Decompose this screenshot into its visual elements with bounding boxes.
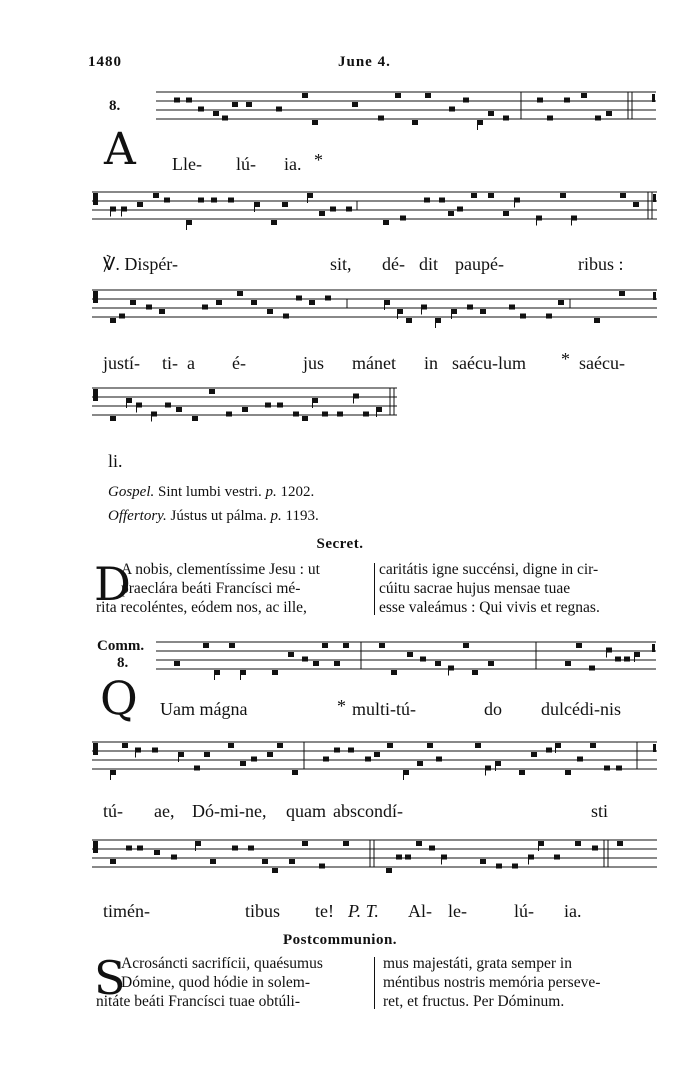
neume: [164, 198, 170, 203]
neume: [119, 314, 125, 319]
clef-mark: [93, 291, 98, 303]
neume: [228, 743, 234, 748]
secret-line: A nobis, clementíssime Jesu : ut: [121, 561, 320, 578]
neume: [174, 98, 180, 103]
neume: [198, 198, 204, 203]
staff-drawing: [92, 386, 657, 426]
lyric-syllable: Uam mágna: [160, 699, 248, 719]
neume: [210, 859, 216, 864]
neume: [198, 107, 204, 112]
neume: [203, 643, 209, 648]
neume: [471, 193, 477, 198]
secret-line: cúitu sacrae hujus mensae tuae: [379, 580, 571, 597]
neume: [374, 752, 380, 757]
neume: [211, 198, 217, 203]
neume: [420, 657, 426, 662]
chant-staff: [92, 386, 657, 422]
lyric-syllable: *: [561, 349, 570, 369]
neume: [302, 93, 308, 98]
lyric-syllable: *: [314, 150, 323, 170]
neume: [405, 855, 411, 860]
neume: [110, 416, 116, 421]
lyric-syllable: é-: [232, 353, 246, 373]
neume: [531, 752, 537, 757]
neume: [509, 305, 515, 310]
neume: [313, 661, 319, 666]
neume: [546, 748, 552, 753]
neume: [519, 770, 525, 775]
staff-drawing: [92, 740, 657, 780]
neume: [547, 116, 553, 121]
lyric-syllable: multi-tú-: [352, 699, 416, 719]
neume: [417, 761, 423, 766]
gospel-label: Gospel.: [108, 484, 155, 500]
postcommunion-line: Dómine, quod hódie in solem-: [121, 974, 310, 991]
neume: [130, 300, 136, 305]
neume: [503, 211, 509, 216]
neume: [126, 846, 132, 851]
secret-initial: D: [94, 557, 131, 611]
neume: [472, 670, 478, 675]
neume: [400, 216, 406, 221]
neume: [171, 855, 177, 860]
neume: [576, 643, 582, 648]
clef-mark: [93, 743, 98, 755]
neume: [424, 198, 430, 203]
neume: [363, 412, 369, 417]
neume: [617, 841, 623, 846]
neume: [396, 855, 402, 860]
staff-drawing: [92, 838, 657, 878]
lyric-syllable: mánet: [352, 353, 396, 373]
postcommunion-line: mus majestáti, grata semper in: [383, 955, 572, 972]
neume: [246, 102, 252, 107]
chant-staff: [92, 190, 657, 226]
neume: [546, 314, 552, 319]
neume: [512, 864, 518, 869]
lyric-syllable: in: [424, 353, 439, 373]
neume: [594, 318, 600, 323]
neume: [312, 120, 318, 125]
neume: [322, 412, 328, 417]
neume: [302, 841, 308, 846]
lyric-syllable: P. T.: [348, 901, 379, 921]
gospel-page: 1202.: [280, 484, 315, 500]
neume: [309, 300, 315, 305]
neume: [272, 868, 278, 873]
neume: [457, 207, 463, 212]
lyric-syllable: ae,: [154, 801, 175, 821]
neume: [302, 657, 308, 662]
lyric-syllable: lú-: [236, 154, 256, 174]
lyric-syllable: *: [337, 696, 346, 716]
neume: [595, 116, 601, 121]
neume: [592, 846, 598, 851]
gospel-text: Sint lumbi vestri.: [158, 484, 262, 500]
neume: [406, 318, 412, 323]
secret-line: caritátis igne succénsi, digne in cir-: [379, 561, 599, 578]
neume: [564, 98, 570, 103]
postcommunion-line: Acrosáncti sacrifícii, quaésumus: [121, 955, 323, 972]
neume: [146, 305, 152, 310]
neume: [334, 661, 340, 666]
neume: [616, 766, 622, 771]
neume: [110, 859, 116, 864]
lyric-syllable: paupé-: [455, 254, 504, 274]
neume: [237, 291, 243, 296]
column-divider: [374, 957, 375, 1009]
offertory-p: p.: [270, 508, 282, 524]
lyric-syllable: tú-: [103, 801, 123, 821]
neume: [272, 670, 278, 675]
custos-mark: [653, 744, 656, 752]
neume: [319, 211, 325, 216]
neume: [590, 743, 596, 748]
neume: [265, 403, 271, 408]
page-date: June 4.: [338, 54, 391, 70]
lyric-syllable: ℣. Dispér-: [103, 254, 178, 274]
clef-mark: [93, 193, 98, 205]
neume: [174, 661, 180, 666]
postcommunion-line: méntibus nostris memória perseve-: [383, 974, 601, 991]
neume: [606, 111, 612, 116]
secret-title: Secret.: [316, 536, 364, 552]
neume: [242, 407, 248, 412]
page-number: 1480: [88, 54, 122, 70]
lyric-syllable: saécu-: [579, 353, 625, 373]
custos-mark: [652, 94, 655, 102]
neume: [467, 305, 473, 310]
neume: [565, 661, 571, 666]
neume: [192, 416, 198, 421]
lyric-syllable: do: [484, 699, 502, 719]
neume: [213, 111, 219, 116]
lyric-syllable: abscondí-: [333, 801, 403, 821]
neume: [337, 412, 343, 417]
neume: [407, 652, 413, 657]
column-divider: [374, 563, 375, 615]
neume: [577, 757, 583, 762]
neume: [251, 300, 257, 305]
lyric-syllable: le-: [448, 901, 467, 921]
staff-drawing: [156, 90, 656, 130]
neume: [463, 98, 469, 103]
neume: [323, 757, 329, 762]
neume: [463, 643, 469, 648]
neume: [209, 389, 215, 394]
custos-mark: [653, 194, 656, 202]
neume: [122, 743, 128, 748]
lyric-syllable: justí-: [103, 353, 141, 373]
neume: [619, 291, 625, 296]
alleluia-initial: A: [104, 124, 136, 175]
neume: [624, 657, 630, 662]
neume: [232, 846, 238, 851]
neume: [488, 111, 494, 116]
gospel-reference: [108, 484, 314, 501]
neume: [159, 309, 165, 314]
neume: [520, 314, 526, 319]
lyric-syllable: tibus: [245, 901, 281, 921]
lyric-syllable: quam: [286, 801, 326, 821]
neume: [554, 855, 560, 860]
lyric-syllable: ti-: [162, 353, 178, 373]
neume: [435, 661, 441, 666]
neume: [240, 761, 246, 766]
neume: [276, 107, 282, 112]
neume: [232, 102, 238, 107]
neume: [439, 198, 445, 203]
neume: [343, 841, 349, 846]
neume: [560, 193, 566, 198]
neume: [604, 766, 610, 771]
neume: [228, 198, 234, 203]
neume: [153, 193, 159, 198]
neume: [194, 766, 200, 771]
neume: [226, 412, 232, 417]
lyric-syllable: a: [187, 353, 195, 373]
neume: [292, 770, 298, 775]
chant-staff: [156, 640, 656, 676]
neume: [262, 859, 268, 864]
neume: [425, 93, 431, 98]
neume: [352, 102, 358, 107]
neume: [620, 193, 626, 198]
lyric-syllable: ribus :: [578, 254, 624, 274]
custos-mark: [652, 644, 655, 652]
secret-line: rita recoléntes, eódem nos, ac ille,: [96, 599, 307, 616]
neume: [379, 643, 385, 648]
neume: [436, 757, 442, 762]
neume: [334, 748, 340, 753]
neume: [176, 407, 182, 412]
chant-staff: [92, 288, 657, 324]
neume: [216, 300, 222, 305]
lyric-syllable: saécu-lum: [452, 353, 526, 373]
neume: [575, 841, 581, 846]
neume: [137, 846, 143, 851]
lyric-syllable: Lle-: [172, 154, 202, 174]
neume: [251, 757, 257, 762]
lyric-syllable: Al-: [408, 901, 432, 921]
neume: [110, 318, 116, 323]
neume: [391, 670, 397, 675]
neume: [267, 752, 273, 757]
neume: [186, 98, 192, 103]
neume: [154, 850, 160, 855]
lyric-syllable: ia.: [564, 901, 582, 921]
staff-drawing: [92, 288, 657, 328]
neume: [271, 220, 277, 225]
lyric-syllable: timén-: [103, 901, 150, 921]
staff-drawing: [92, 190, 657, 230]
lyric-syllable: dit: [419, 254, 439, 274]
communion-mode: 8.: [117, 655, 129, 671]
alleluia-mode: 8.: [109, 98, 121, 114]
neume: [589, 666, 595, 671]
neume: [248, 846, 254, 851]
neume: [296, 296, 302, 301]
clef-mark: [93, 841, 98, 853]
neume: [302, 416, 308, 421]
neume: [383, 220, 389, 225]
postcommunion-initial: S: [94, 951, 126, 1005]
neume: [283, 314, 289, 319]
neume: [229, 643, 235, 648]
offertory-label: Offertory.: [108, 508, 167, 524]
neume: [480, 309, 486, 314]
lyric-syllable: dulcédi-nis: [541, 699, 621, 719]
neume: [222, 116, 228, 121]
chant-staff: [92, 838, 657, 874]
neume: [429, 846, 435, 851]
lyric-syllable: jus: [303, 353, 325, 373]
neume: [325, 296, 331, 301]
offertory-text: Jústus ut pálma.: [170, 508, 267, 524]
neume: [343, 643, 349, 648]
chant-staff: [92, 740, 657, 776]
neume: [386, 868, 392, 873]
neume: [488, 661, 494, 666]
neume: [277, 743, 283, 748]
neume: [319, 864, 325, 869]
neume: [395, 93, 401, 98]
neume: [202, 305, 208, 310]
neume: [282, 202, 288, 207]
postcommunion-line: ret, et fructus. Per Dóminum.: [383, 993, 565, 1010]
lyric-syllable: ia.: [284, 154, 302, 174]
neume: [488, 193, 494, 198]
staff-drawing: [156, 640, 656, 680]
neume: [615, 657, 621, 662]
neume: [427, 743, 433, 748]
neume: [503, 116, 509, 121]
neume: [204, 752, 210, 757]
neume: [293, 412, 299, 417]
neume: [267, 309, 273, 314]
neume: [581, 93, 587, 98]
neume: [365, 757, 371, 762]
postcommunion-line: nitáte beáti Francísci tuae obtúli-: [96, 993, 301, 1010]
neume: [288, 652, 294, 657]
offertory-page: 1193.: [285, 508, 319, 524]
neume: [322, 643, 328, 648]
secret-line: praeclára beáti Francísci mé-: [121, 580, 301, 597]
neume: [346, 207, 352, 212]
secret-line: esse valeámus : Qui vivis et regnas.: [379, 599, 600, 616]
neume: [378, 116, 384, 121]
offertory-reference: [108, 508, 319, 525]
neume: [475, 743, 481, 748]
communion-initial: Q: [100, 671, 138, 725]
lyric-syllable: lú-: [514, 901, 534, 921]
neume: [449, 107, 455, 112]
neume: [448, 211, 454, 216]
neume: [496, 864, 502, 869]
neume: [289, 859, 295, 864]
neume: [416, 841, 422, 846]
neume: [137, 202, 143, 207]
custos-mark: [653, 292, 656, 300]
lyric-syllable: Dó-mi-ne,: [192, 801, 267, 821]
neume: [558, 300, 564, 305]
gospel-p: p.: [265, 484, 277, 500]
neume: [330, 207, 336, 212]
neume: [348, 748, 354, 753]
neume: [412, 120, 418, 125]
neume: [633, 202, 639, 207]
neume: [480, 859, 486, 864]
neume: [277, 403, 283, 408]
chant-staff: [156, 90, 656, 126]
lyric-syllable: dé-: [382, 254, 405, 274]
neume: [387, 743, 393, 748]
neume: [152, 748, 158, 753]
lyric-syllable: sit,: [330, 254, 352, 274]
neume: [165, 403, 171, 408]
lyric-syllable: te!: [315, 901, 334, 921]
postcommunion-title: Postcommunion.: [282, 932, 398, 948]
communion-label: Comm.: [97, 638, 145, 654]
neume: [537, 98, 543, 103]
lyric-syllable: sti: [591, 801, 609, 821]
neume: [565, 770, 571, 775]
clef-mark: [93, 389, 98, 401]
lyric-syllable: li.: [108, 451, 123, 471]
